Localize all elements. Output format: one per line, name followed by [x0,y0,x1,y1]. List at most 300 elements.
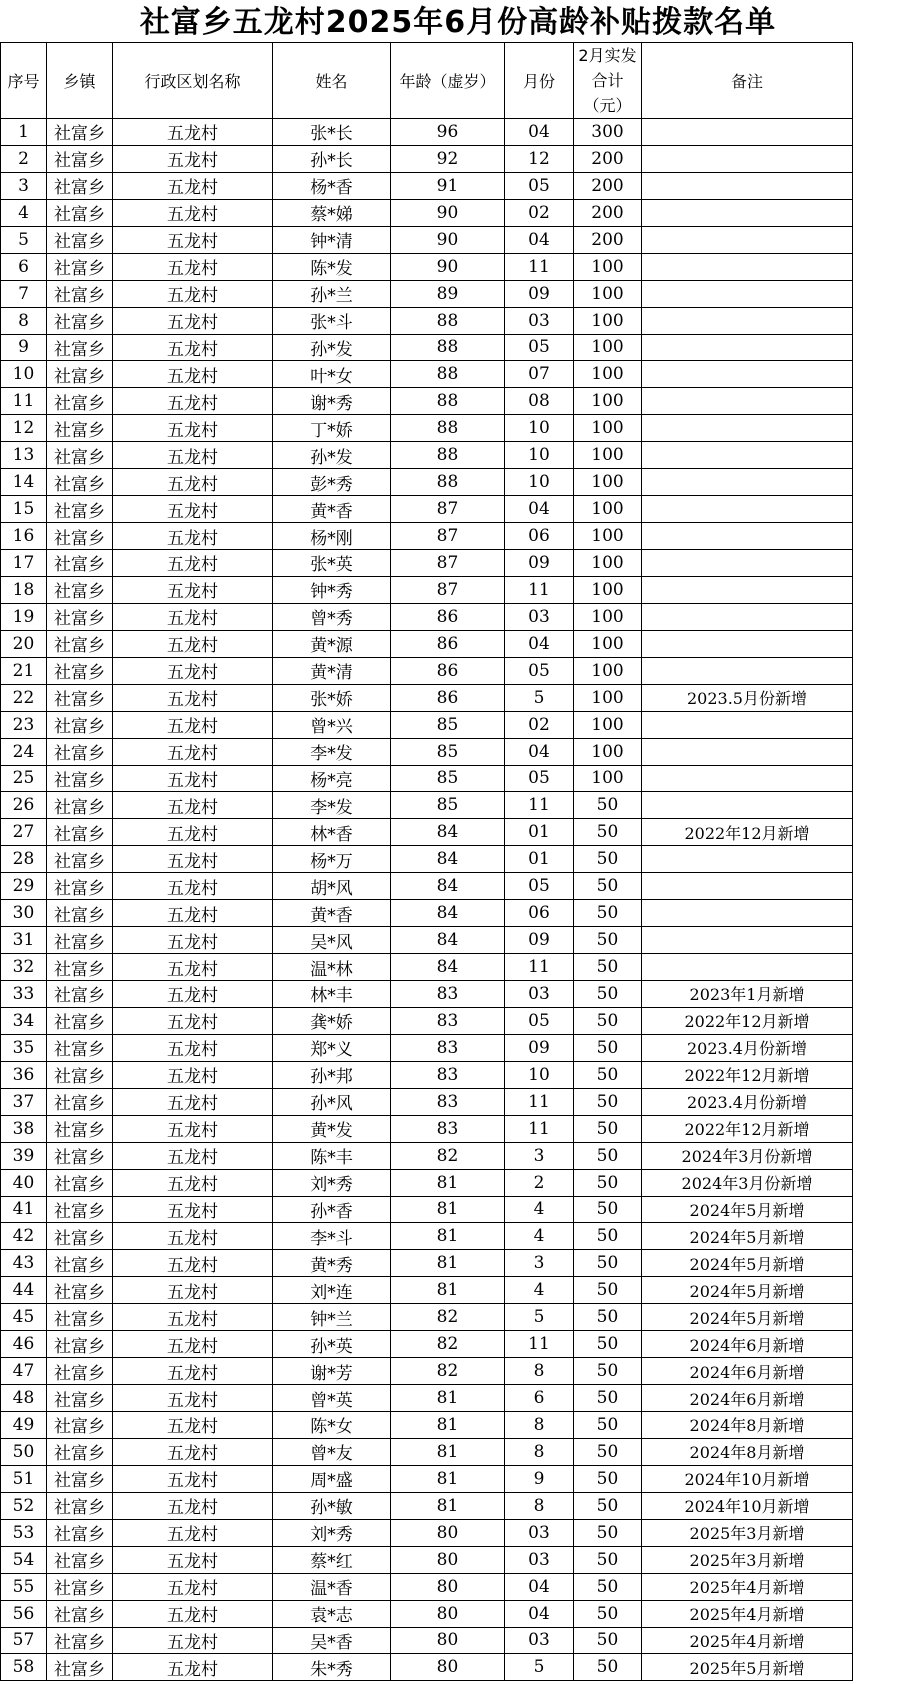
header-month: 月份 [505,43,574,119]
cell-amount: 100 [574,415,642,442]
cell-index: 12 [1,415,47,442]
cell-index: 53 [1,1519,47,1546]
cell-name: 孙*发 [273,334,391,361]
cell-town: 社富乡 [47,981,113,1008]
cell-name: 谢*秀 [273,388,391,415]
cell-remark [642,576,853,603]
cell-village: 五龙村 [113,415,273,442]
table-header-row [1,43,853,119]
cell-index: 14 [1,469,47,496]
table-row [1,226,853,253]
table-row [1,172,853,199]
table-row [1,1573,853,1600]
cell-village: 五龙村 [113,1331,273,1358]
cell-name: 刘*秀 [273,1519,391,1546]
cell-name: 黄*香 [273,496,391,523]
cell-remark [642,388,853,415]
cell-name: 杨*香 [273,172,391,199]
cell-amount: 50 [574,1304,642,1331]
cell-name: 黄*秀 [273,1250,391,1277]
cell-village: 五龙村 [113,765,273,792]
cell-name: 孙*发 [273,442,391,469]
cell-index: 47 [1,1358,47,1385]
cell-month: 03 [505,1627,574,1654]
cell-age: 84 [391,873,505,900]
cell-village: 五龙村 [113,361,273,388]
cell-month: 04 [505,1573,574,1600]
cell-village: 五龙村 [113,1385,273,1412]
table-row [1,819,853,846]
cell-month: 9 [505,1465,574,1492]
cell-month: 10 [505,442,574,469]
cell-amount: 50 [574,1465,642,1492]
cell-village: 五龙村 [113,1438,273,1465]
cell-name: 蔡*娣 [273,199,391,226]
cell-name: 曾*友 [273,1438,391,1465]
cell-town: 社富乡 [47,1600,113,1627]
cell-remark [642,711,853,738]
cell-name: 张*斗 [273,307,391,334]
cell-index: 48 [1,1385,47,1412]
cell-town: 社富乡 [47,1277,113,1304]
cell-month: 10 [505,469,574,496]
cell-village: 五龙村 [113,307,273,334]
cell-age: 83 [391,1061,505,1088]
cell-index: 10 [1,361,47,388]
cell-village: 五龙村 [113,199,273,226]
cell-name: 温*林 [273,954,391,981]
cell-remark: 2025年4月新增 [642,1627,853,1654]
cell-month: 3 [505,1142,574,1169]
table-row [1,388,853,415]
cell-village: 五龙村 [113,603,273,630]
cell-month: 5 [505,684,574,711]
cell-town: 社富乡 [47,1169,113,1196]
cell-amount: 200 [574,199,642,226]
cell-name: 吴*香 [273,1627,391,1654]
table-row [1,954,853,981]
cell-town: 社富乡 [47,1358,113,1385]
table-row [1,280,853,307]
cell-age: 83 [391,1007,505,1034]
cell-amount: 50 [574,873,642,900]
cell-remark [642,954,853,981]
cell-name: 陈*发 [273,253,391,280]
cell-town: 社富乡 [47,523,113,550]
cell-month: 05 [505,1007,574,1034]
cell-town: 社富乡 [47,1088,113,1115]
cell-town: 社富乡 [47,630,113,657]
cell-village: 五龙村 [113,1465,273,1492]
cell-month: 04 [505,119,574,146]
table-row [1,846,853,873]
cell-amount: 50 [574,1412,642,1439]
cell-name: 林*香 [273,819,391,846]
cell-remark [642,657,853,684]
cell-amount: 100 [574,684,642,711]
cell-amount: 200 [574,172,642,199]
cell-village: 五龙村 [113,119,273,146]
cell-name: 龚*娇 [273,1007,391,1034]
cell-remark [642,415,853,442]
cell-month: 12 [505,145,574,172]
table-row [1,765,853,792]
cell-age: 86 [391,684,505,711]
cell-remark [642,792,853,819]
cell-name: 杨*刚 [273,523,391,550]
table-row [1,523,853,550]
table-row [1,711,853,738]
cell-month: 01 [505,846,574,873]
cell-month: 11 [505,954,574,981]
cell-month: 02 [505,711,574,738]
cell-remark: 2024年3月份新增 [642,1142,853,1169]
cell-amount: 100 [574,738,642,765]
cell-village: 五龙村 [113,954,273,981]
cell-village: 五龙村 [113,819,273,846]
cell-amount: 50 [574,1277,642,1304]
cell-village: 五龙村 [113,900,273,927]
cell-name: 蔡*红 [273,1546,391,1573]
cell-town: 社富乡 [47,1438,113,1465]
cell-town: 社富乡 [47,199,113,226]
table-row [1,657,853,684]
cell-name: 张*英 [273,550,391,577]
cell-index: 37 [1,1088,47,1115]
cell-town: 社富乡 [47,846,113,873]
cell-month: 07 [505,361,574,388]
cell-remark: 2024年5月新增 [642,1223,853,1250]
table-row [1,1223,853,1250]
cell-index: 30 [1,900,47,927]
cell-village: 五龙村 [113,550,273,577]
cell-month: 09 [505,1034,574,1061]
cell-name: 张*长 [273,119,391,146]
table-row [1,738,853,765]
cell-village: 五龙村 [113,1142,273,1169]
cell-town: 社富乡 [47,576,113,603]
cell-village: 五龙村 [113,684,273,711]
cell-remark [642,172,853,199]
cell-village: 五龙村 [113,1223,273,1250]
cell-index: 32 [1,954,47,981]
cell-index: 3 [1,172,47,199]
cell-village: 五龙村 [113,1196,273,1223]
cell-remark [642,442,853,469]
cell-remark [642,199,853,226]
cell-village: 五龙村 [113,523,273,550]
cell-town: 社富乡 [47,819,113,846]
cell-village: 五龙村 [113,1358,273,1385]
cell-month: 4 [505,1196,574,1223]
cell-index: 58 [1,1654,47,1681]
cell-age: 85 [391,792,505,819]
cell-name: 谢*芳 [273,1358,391,1385]
cell-town: 社富乡 [47,307,113,334]
table-row [1,1654,853,1681]
cell-age: 87 [391,523,505,550]
cell-name: 孙*香 [273,1196,391,1223]
cell-remark [642,630,853,657]
cell-village: 五龙村 [113,792,273,819]
cell-month: 8 [505,1492,574,1519]
cell-amount: 50 [574,1573,642,1600]
cell-age: 88 [391,415,505,442]
cell-name: 陈*丰 [273,1142,391,1169]
header-name: 姓名 [273,43,391,119]
cell-index: 1 [1,119,47,146]
cell-amount: 100 [574,576,642,603]
cell-amount: 100 [574,469,642,496]
cell-age: 80 [391,1573,505,1600]
cell-amount: 50 [574,1519,642,1546]
cell-village: 五龙村 [113,1115,273,1142]
cell-village: 五龙村 [113,1250,273,1277]
cell-month: 11 [505,792,574,819]
cell-town: 社富乡 [47,226,113,253]
cell-remark [642,523,853,550]
cell-amount: 100 [574,523,642,550]
cell-age: 90 [391,199,505,226]
cell-index: 19 [1,603,47,630]
cell-village: 五龙村 [113,1627,273,1654]
cell-month: 05 [505,765,574,792]
cell-amount: 50 [574,1627,642,1654]
table-row [1,684,853,711]
cell-index: 45 [1,1304,47,1331]
cell-age: 80 [391,1546,505,1573]
cell-amount: 100 [574,388,642,415]
cell-remark: 2023.4月份新增 [642,1034,853,1061]
cell-village: 五龙村 [113,226,273,253]
cell-remark: 2025年3月新增 [642,1519,853,1546]
cell-month: 11 [505,253,574,280]
cell-village: 五龙村 [113,1277,273,1304]
cell-amount: 50 [574,1034,642,1061]
cell-age: 80 [391,1600,505,1627]
cell-village: 五龙村 [113,496,273,523]
cell-index: 42 [1,1223,47,1250]
cell-amount: 50 [574,1007,642,1034]
cell-month: 01 [505,819,574,846]
cell-village: 五龙村 [113,1088,273,1115]
cell-month: 04 [505,738,574,765]
table-row [1,927,853,954]
cell-index: 17 [1,550,47,577]
cell-town: 社富乡 [47,1223,113,1250]
cell-name: 孙*英 [273,1331,391,1358]
cell-town: 社富乡 [47,711,113,738]
cell-name: 曾*英 [273,1385,391,1412]
page-title: 社富乡五龙村2025年6月份高龄补贴拨款名单 [139,5,777,40]
cell-town: 社富乡 [47,1115,113,1142]
table-row [1,1546,853,1573]
table-row [1,469,853,496]
cell-name: 钟*清 [273,226,391,253]
cell-age: 83 [391,1115,505,1142]
table-row [1,1358,853,1385]
cell-amount: 100 [574,711,642,738]
cell-remark [642,765,853,792]
cell-amount: 50 [574,792,642,819]
cell-remark [642,145,853,172]
cell-remark: 2023年1月新增 [642,981,853,1008]
cell-index: 29 [1,873,47,900]
cell-index: 49 [1,1412,47,1439]
header-age: 年龄（虚岁） [391,43,505,119]
cell-month: 05 [505,334,574,361]
table-row [1,550,853,577]
cell-remark: 2024年10月新增 [642,1465,853,1492]
cell-month: 4 [505,1277,574,1304]
cell-amount: 100 [574,253,642,280]
cell-remark [642,873,853,900]
cell-remark: 2022年12月新增 [642,819,853,846]
cell-index: 41 [1,1196,47,1223]
cell-age: 86 [391,603,505,630]
cell-village: 五龙村 [113,1412,273,1439]
cell-town: 社富乡 [47,603,113,630]
table-row [1,145,853,172]
cell-age: 90 [391,253,505,280]
table-body [1,119,853,1681]
table-row [1,1600,853,1627]
cell-remark: 2024年3月份新增 [642,1169,853,1196]
cell-age: 85 [391,738,505,765]
table-row [1,1519,853,1546]
cell-amount: 100 [574,307,642,334]
cell-town: 社富乡 [47,496,113,523]
cell-amount: 50 [574,1088,642,1115]
cell-month: 11 [505,1115,574,1142]
cell-age: 81 [391,1438,505,1465]
cell-age: 87 [391,550,505,577]
cell-age: 81 [391,1412,505,1439]
cell-age: 88 [391,388,505,415]
table-row [1,253,853,280]
cell-amount: 50 [574,1546,642,1573]
cell-age: 81 [391,1250,505,1277]
cell-name: 曾*秀 [273,603,391,630]
cell-town: 社富乡 [47,927,113,954]
cell-age: 81 [391,1223,505,1250]
cell-town: 社富乡 [47,172,113,199]
cell-month: 05 [505,873,574,900]
cell-name: 刘*连 [273,1277,391,1304]
cell-village: 五龙村 [113,172,273,199]
cell-remark [642,927,853,954]
cell-name: 黄*香 [273,900,391,927]
cell-name: 孙*长 [273,145,391,172]
cell-name: 孙*邦 [273,1061,391,1088]
cell-month: 05 [505,657,574,684]
cell-town: 社富乡 [47,873,113,900]
table-row [1,603,853,630]
cell-remark: 2024年6月新增 [642,1331,853,1358]
cell-town: 社富乡 [47,1492,113,1519]
cell-age: 92 [391,145,505,172]
cell-amount: 100 [574,361,642,388]
cell-index: 9 [1,334,47,361]
cell-town: 社富乡 [47,1412,113,1439]
cell-amount: 50 [574,1196,642,1223]
cell-index: 52 [1,1492,47,1519]
cell-amount: 100 [574,765,642,792]
cell-age: 88 [391,442,505,469]
cell-town: 社富乡 [47,792,113,819]
cell-age: 82 [391,1142,505,1169]
cell-index: 54 [1,1546,47,1573]
cell-town: 社富乡 [47,253,113,280]
cell-age: 81 [391,1196,505,1223]
cell-name: 彭*秀 [273,469,391,496]
cell-amount: 50 [574,1654,642,1681]
cell-remark: 2025年5月新增 [642,1654,853,1681]
table-row [1,1088,853,1115]
cell-month: 02 [505,199,574,226]
cell-amount: 100 [574,603,642,630]
cell-month: 2 [505,1169,574,1196]
cell-remark: 2022年12月新增 [642,1115,853,1142]
cell-amount: 100 [574,442,642,469]
table-row [1,496,853,523]
cell-index: 22 [1,684,47,711]
table-row [1,1385,853,1412]
cell-name: 孙*风 [273,1088,391,1115]
cell-amount: 50 [574,1115,642,1142]
cell-town: 社富乡 [47,684,113,711]
cell-month: 09 [505,280,574,307]
cell-amount: 100 [574,630,642,657]
table-row [1,307,853,334]
cell-remark [642,226,853,253]
cell-month: 8 [505,1412,574,1439]
header-index: 序号 [1,43,47,119]
cell-town: 社富乡 [47,1627,113,1654]
cell-remark: 2024年8月新增 [642,1412,853,1439]
cell-index: 28 [1,846,47,873]
cell-index: 56 [1,1600,47,1627]
cell-name: 叶*女 [273,361,391,388]
cell-month: 04 [505,1600,574,1627]
cell-amount: 100 [574,280,642,307]
cell-town: 社富乡 [47,361,113,388]
cell-age: 84 [391,954,505,981]
cell-village: 五龙村 [113,1007,273,1034]
cell-index: 16 [1,523,47,550]
table-row [1,630,853,657]
cell-month: 06 [505,900,574,927]
cell-age: 81 [391,1492,505,1519]
cell-name: 钟*兰 [273,1304,391,1331]
cell-index: 15 [1,496,47,523]
cell-age: 86 [391,657,505,684]
cell-village: 五龙村 [113,1492,273,1519]
cell-village: 五龙村 [113,1061,273,1088]
table-row [1,873,853,900]
cell-age: 88 [391,334,505,361]
cell-village: 五龙村 [113,334,273,361]
table-row [1,1277,853,1304]
table-row [1,199,853,226]
cell-index: 51 [1,1465,47,1492]
cell-index: 21 [1,657,47,684]
cell-remark: 2024年5月新增 [642,1304,853,1331]
cell-age: 96 [391,119,505,146]
cell-month: 03 [505,981,574,1008]
cell-amount: 100 [574,496,642,523]
cell-amount: 100 [574,657,642,684]
